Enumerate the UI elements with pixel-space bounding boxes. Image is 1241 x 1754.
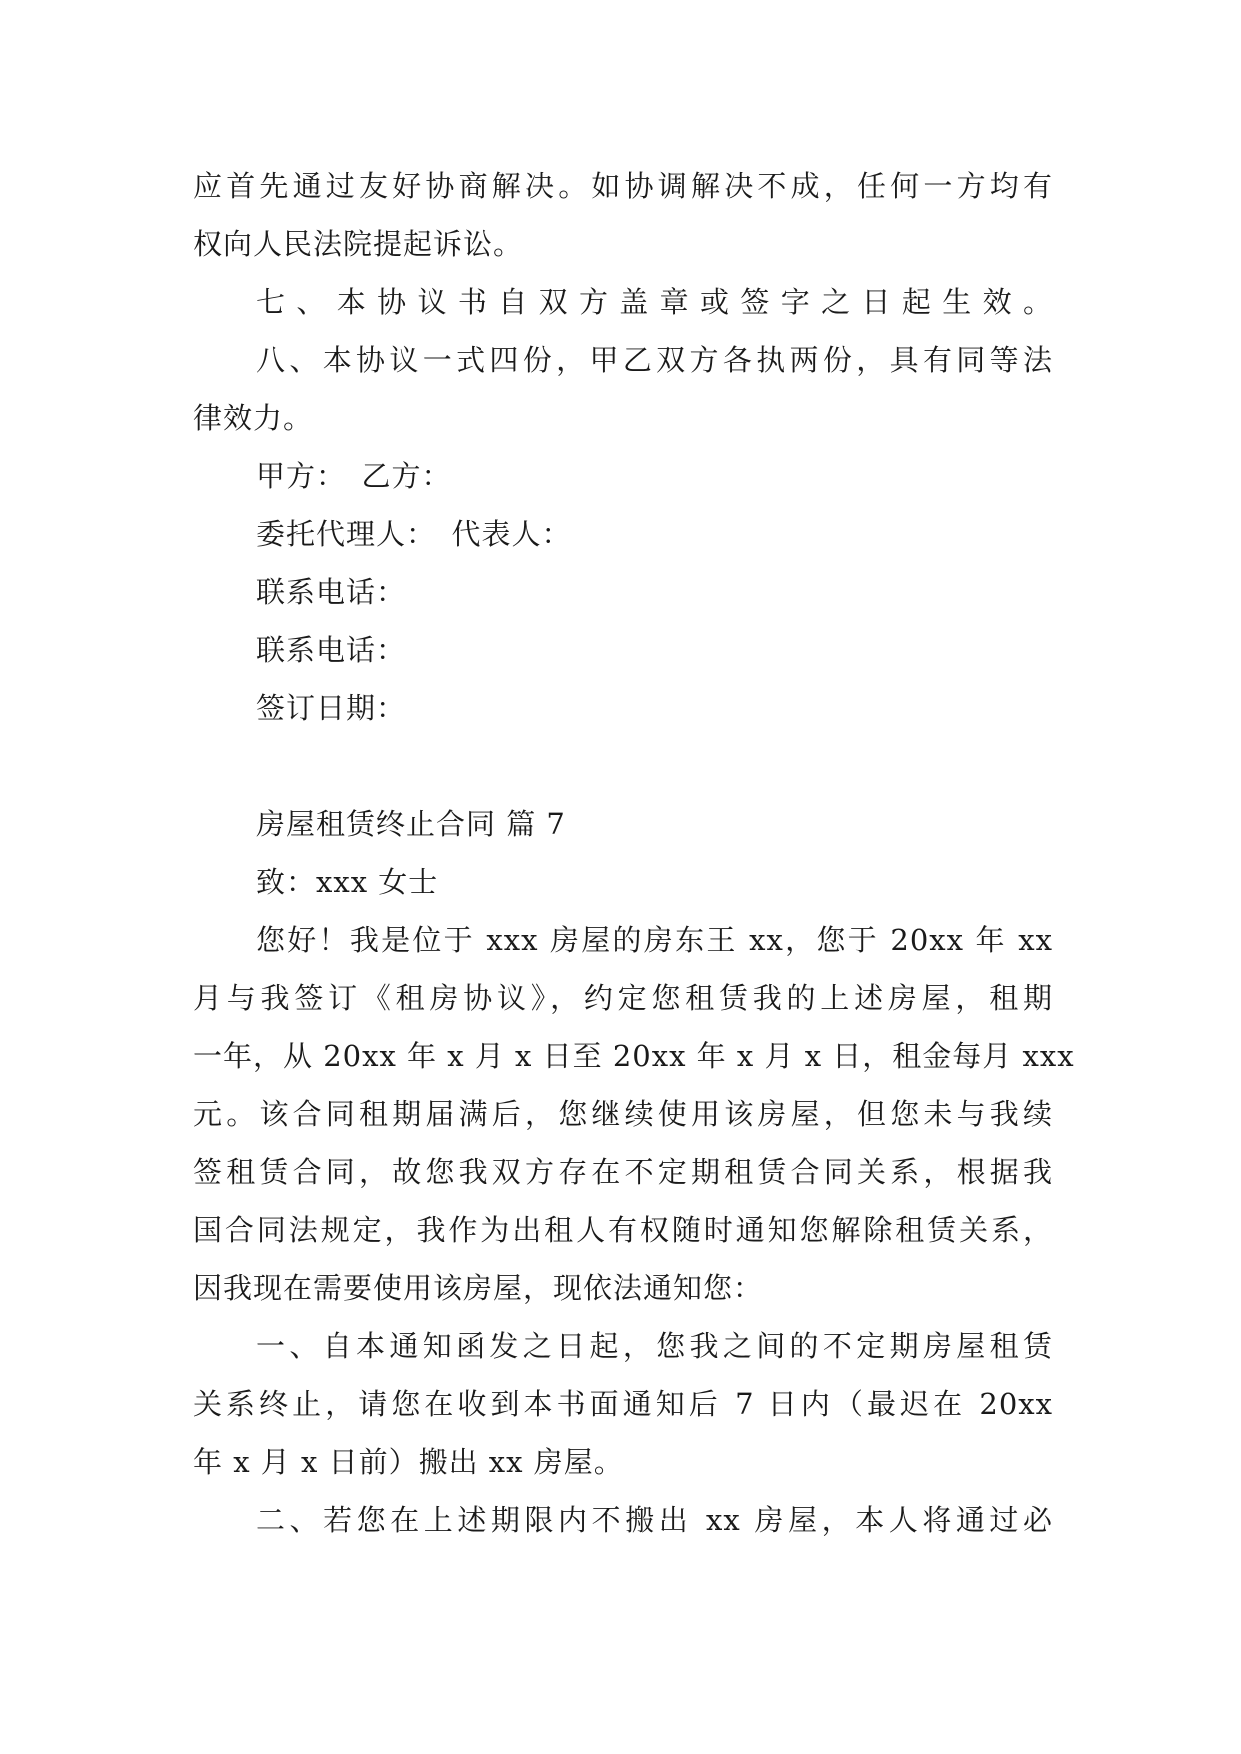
salutation: 致：xxx 女士 [256,865,439,899]
paragraph-line: 元。该合同租期届满后，您继续使用该房屋，但您未与我续 [193,1097,1053,1131]
signature-agent-line: 委托代理人： 代表人： [256,517,572,551]
section-title: 房屋租赁终止合同 篇 7 [256,807,566,841]
clause-two: 二、若您在上述期限内不搬出 xx 房屋，本人将通过必 [256,1503,1053,1537]
paragraph-line: 一年，从 20xx 年 x 月 x 日至 20xx 年 x 月 x 日，租金每月 xxx [193,1039,1075,1073]
paragraph-line: 国合同法规定，我作为出租人有权随时通知您解除租赁关系， [193,1213,1053,1247]
paragraph-line: 月与我签订《租房协议》，约定您租赁我的上述房屋，租期 [193,981,1053,1015]
paragraph-line: 因我现在需要使用该房屋，现依法通知您： [193,1271,764,1305]
clause-eight: 八、本协议一式四份，甲乙双方各执两份，具有同等法 [256,343,1053,377]
paragraph-line: 权向人民法院提起诉讼。 [193,227,524,261]
paragraph-line: 关系终止，请您在收到本书面通知后 7 日内（最迟在 20xx [193,1387,1053,1421]
paragraph-line: 应首先通过友好协商解决。如协调解决不成，任何一方均有 [193,169,1053,203]
paragraph-line: 您好！我是位于 xxx 房屋的房东王 xx，您于 20xx 年 xx [256,923,1053,957]
clause-seven: 七、本协议书自双方盖章或签字之日起生效。 [256,285,1053,319]
signature-party-line: 甲方： 乙方： [256,459,452,493]
paragraph-line: 律效力。 [193,401,314,435]
signature-phone-line: 联系电话： [256,575,407,609]
paragraph-line: 年 x 月 x 日前）搬出 xx 房屋。 [193,1445,624,1479]
signature-phone-line: 联系电话： [256,633,407,667]
clause-one: 一、自本通知函发之日起，您我之间的不定期房屋租赁 [256,1329,1053,1363]
signature-date-line: 签订日期： [256,691,407,725]
paragraph-line: 签租赁合同，故您我双方存在不定期租赁合同关系，根据我 [193,1155,1053,1189]
